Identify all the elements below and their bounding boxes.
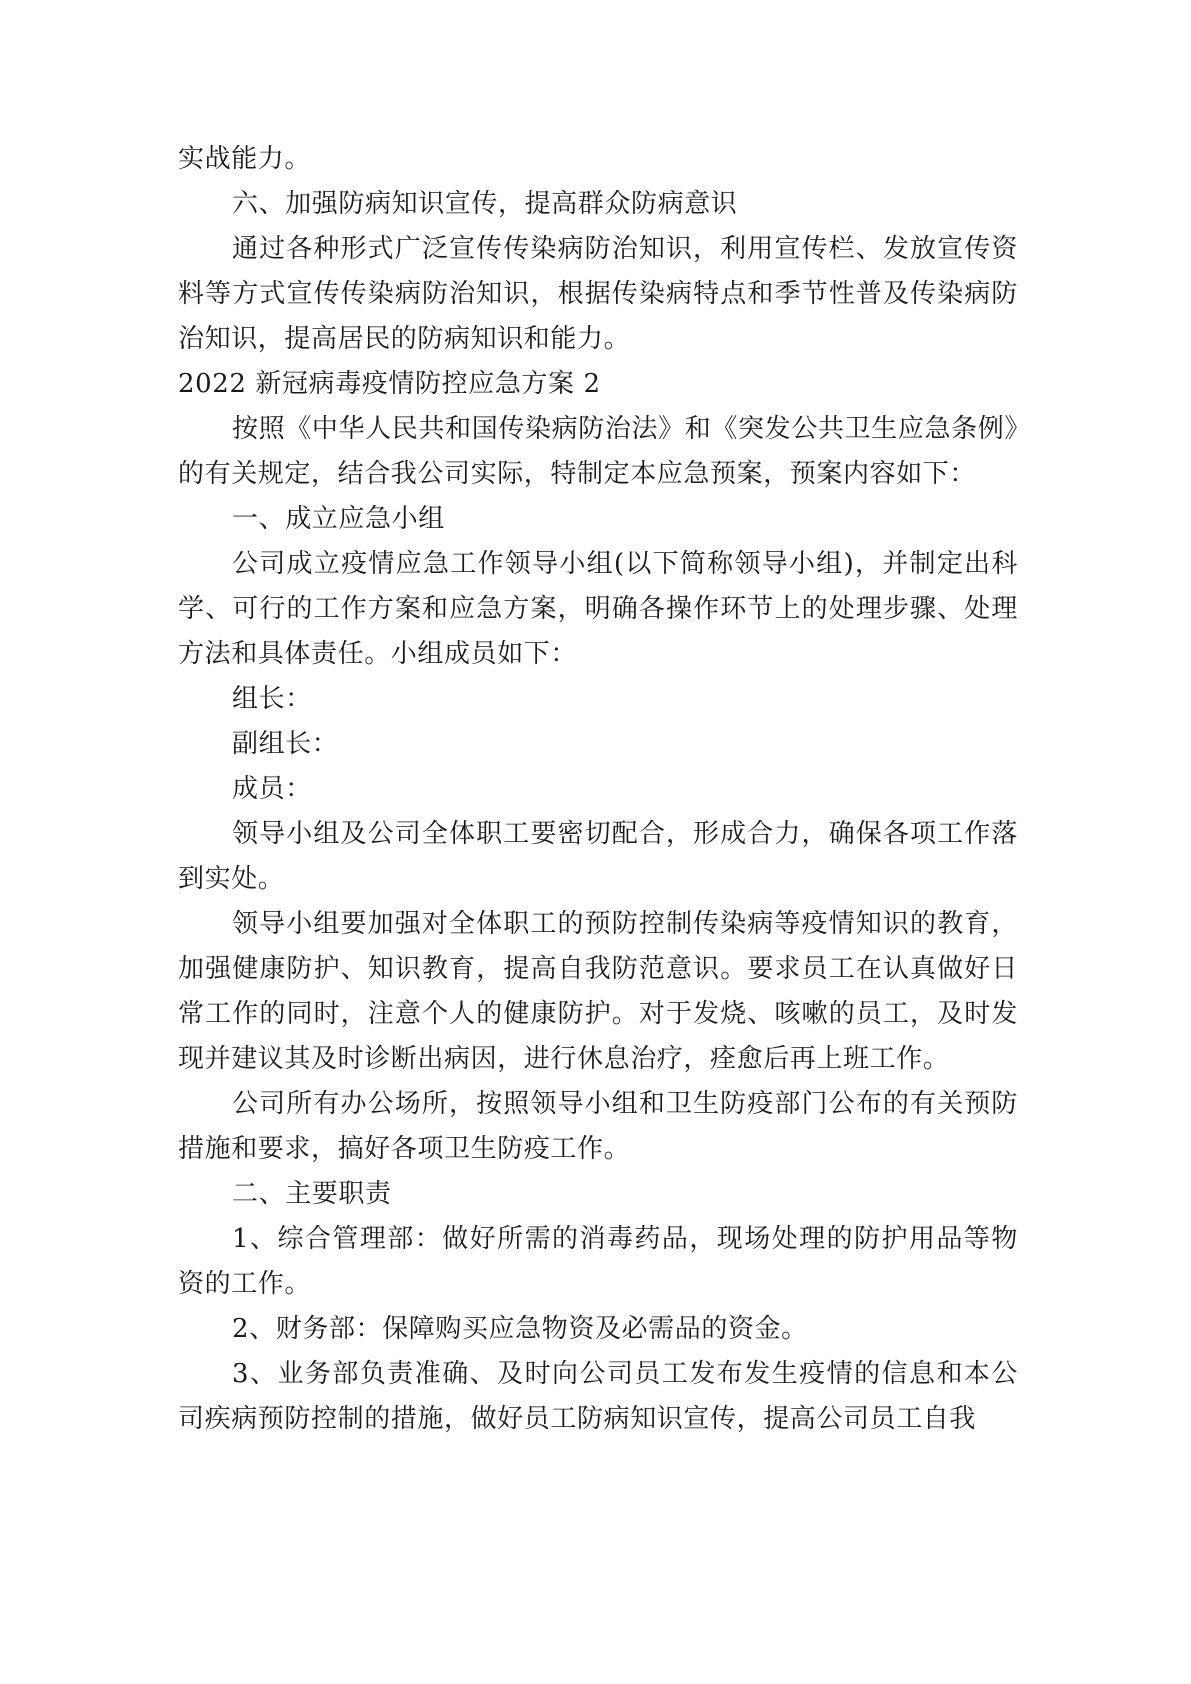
paragraph-offices: 公司所有办公场所，按照领导小组和卫生防疫部门公布的有关预防措施和要求，搞好各项卫生防疫工作。 [178,1089,1018,1164]
duty-item-1: 1、综合管理部：做好所需的消毒药品，现场处理的防护用品等物资的工作。 [178,1224,1018,1299]
paragraph-education: 领导小组要加强对全体职工的预防控制传染病等疫情知识的教育，加强健康防护、知识教育，提高自我防范意识。要求员工在认真做好日常工作的同时，注意个人的健康防护。对于发烧、咳嗽的员工，及时发现并建议其及时诊断出病因，进行休息治疗，痊愈后再上班工作。 [178,909,1018,1074]
paragraph-intro: 按照《中华人民共和国传染病防治法》和《突发公共卫生应急条例》的有关规定，结合我公司实际，特制定本应急预案，预案内容如下： [178,414,1018,489]
member-deputy-leader: 副组长： [232,729,339,759]
section-heading-six: 六、加强防病知识宣传，提高群众防病意识 [232,189,738,219]
section-heading-one: 一、成立应急小组 [232,504,445,534]
member-leader: 组长： [232,684,312,714]
document-page [178,137,1018,1442]
duty-item-2: 2、财务部：保障购买应急物资及必需品的资金。 [232,1314,808,1344]
paragraph-publicity: 通过各种形式广泛宣传传染病防治知识，利用宣传栏、发放宣传资料等方式宣传传染病防治知识，根据传染病特点和季节性普及传染病防治知识，提高居民的防病知识和能力。 [178,234,1018,354]
paragraph-cooperation: 领导小组及公司全体职工要密切配合，形成合力，确保各项工作落到实处。 [178,819,1018,894]
document-title: 2022 新冠病毒疫情防控应急方案 2 [178,369,601,399]
member-members: 成员： [232,774,312,804]
paragraph-continuation: 实战能力。 [178,144,312,174]
section-heading-two: 二、主要职责 [232,1179,392,1209]
paragraph-leadership-group: 公司成立疫情应急工作领导小组(以下简称领导小组)，并制定出科学、可行的工作方案和应急方案，明确各操作环节上的处理步骤、处理方法和具体责任。小组成员如下： [178,549,1018,669]
duty-item-3: 3、业务部负责准确、及时向公司员工发布发生疫情的信息和本公司疾病预防控制的措施，做好员工防病知识宣传，提高公司员工自我 [178,1359,1018,1434]
